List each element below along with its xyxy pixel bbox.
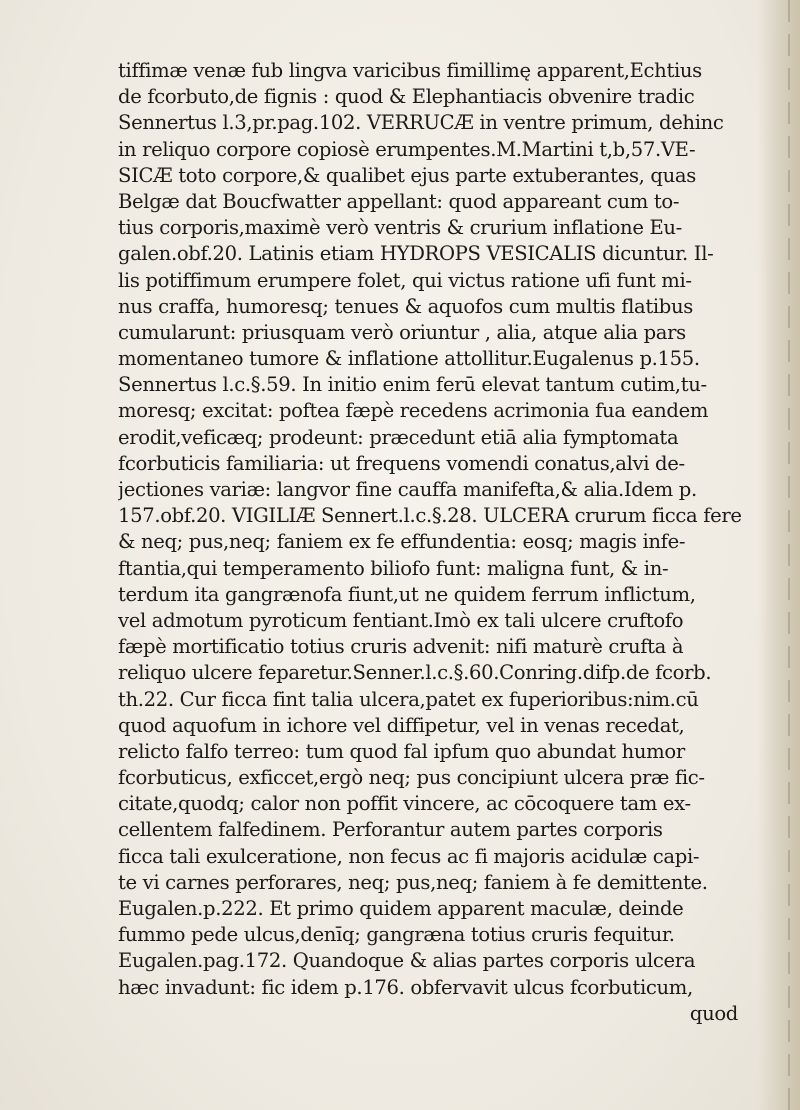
- text-line: de fcorbuto,de fignis : quod & Elephantiacis obvenire tradic: [118, 85, 695, 109]
- text-block: [118, 58, 758, 1027]
- text-line: nus craffa, humoresq; tenues & aquofos cum multis flatibus: [118, 294, 693, 318]
- text-line: th.22. Cur ficca fint talia ulcera,patet ex fuperioribus:nim.cū: [118, 687, 699, 711]
- text-line: ficca tali exulceratione, non fecus ac fi majoris acidulæ capi-: [118, 844, 700, 868]
- text-line: hæc invadunt: fic idem p.176. obfervavit ulcus fcorbuticum,: [118, 975, 693, 999]
- text-line: erodit,veficæq; prodeunt: præcedunt etiā alia fymptomata: [118, 425, 679, 449]
- text-line: fcorbuticis familiaria: ut frequens vomendi conatus,alvi de-: [118, 451, 685, 475]
- text-line: Belgæ dat Boucfwatter appellant: quod appareant cum to-: [118, 189, 680, 213]
- text-line: relicto falfo terreo: tum quod fal ipfum quo abundat humor: [118, 739, 685, 763]
- text-line: terdum ita gangrænofa fiunt,ut ne quidem ferrum inflictum,: [118, 582, 696, 606]
- page-edge-shadow: [758, 0, 800, 1110]
- text-line: in reliquo corpore copiosè erumpentes.M.Martini t,b,57.VE-: [118, 137, 696, 161]
- text-line: vel admotum pyroticum fentiant.Imò ex tali ulcere cruftofo: [118, 608, 684, 632]
- text-line: SICÆ toto corpore,& qualibet ejus parte extuberantes, quas: [118, 163, 696, 187]
- text-line: galen.obf.20. Latinis etiam HYDROPS VESICALIS dicuntur. Il-: [118, 242, 714, 266]
- text-line: 157.obf.20. VIGILIÆ Sennert.l.c.§.28. ULCERA crurum ficca fere: [118, 504, 742, 528]
- text-line: ftantia,qui temperamento biliofo funt: maligna funt, & in-: [118, 556, 669, 580]
- text-line: lis potiffimum erumpere folet, qui victus ratione ufi funt mi-: [118, 268, 692, 292]
- text-line: momentaneo tumore & inflatione attollitur.Eugalenus p.155.: [118, 347, 700, 371]
- text-line: moresq; excitat: poftea fæpè recedens acrimonia fua eandem: [118, 399, 709, 423]
- text-line: Sennertus l.c.§.59. In initio enim ferū elevat tantum cutim,tu-: [118, 373, 707, 397]
- text-line: Eugalen.pag.172. Quandoque & alias partes corporis ulcera: [118, 949, 696, 973]
- text-line: & neq; pus,neq; faniem ex fe effundentia: eosq; magis infe-: [118, 530, 686, 554]
- text-line: fæpè mortificatio totius cruris advenit: nifi maturè crufta à: [118, 635, 684, 659]
- text-line: fummo pede ulcus,denīq; gangræna totius cruris fequitur.: [118, 923, 675, 947]
- text-line: fcorbuticus, exficcet,ergò neq; pus concipiunt ulcera præ fic-: [118, 766, 705, 790]
- text-line: quod aquofum in ichore vel diffipetur, vel in venas recedat,: [118, 713, 685, 737]
- text-line: citate,quodq; calor non poffit vincere, ac cōcoquere tam ex-: [118, 792, 691, 816]
- catchword: quod: [689, 1001, 738, 1025]
- text-line: tiffimæ venæ fub lingva varicibus fimillimę apparent,Echtius: [118, 59, 702, 82]
- text-line: Sennertus l.3,pr.pag.102. VERRUCÆ in ventre primum, dehinc: [118, 111, 724, 135]
- text-line: reliquo ulcere feparetur.Senner.l.c.§.60.Conring.difp.de fcorb.: [118, 661, 712, 685]
- text-line: cellentem falfedinem. Perforantur autem partes corporis: [118, 818, 663, 842]
- text-line: cumularunt: priusquam verò oriuntur , alia, atque alia pars: [118, 320, 686, 344]
- text-line: jectiones variæ: langvor fine cauffa manifefta,& alia.Idem p.: [118, 478, 697, 501]
- text-line: tius corporis,maximè verò ventris & crurium inflatione Eu-: [118, 216, 682, 240]
- text-line: Eugalen.p.222. Et primo quidem apparent maculæ, deinde: [118, 897, 684, 920]
- text-line: te vi carnes perforares, neq; pus,neq; faniem à fe demittente.: [118, 870, 708, 894]
